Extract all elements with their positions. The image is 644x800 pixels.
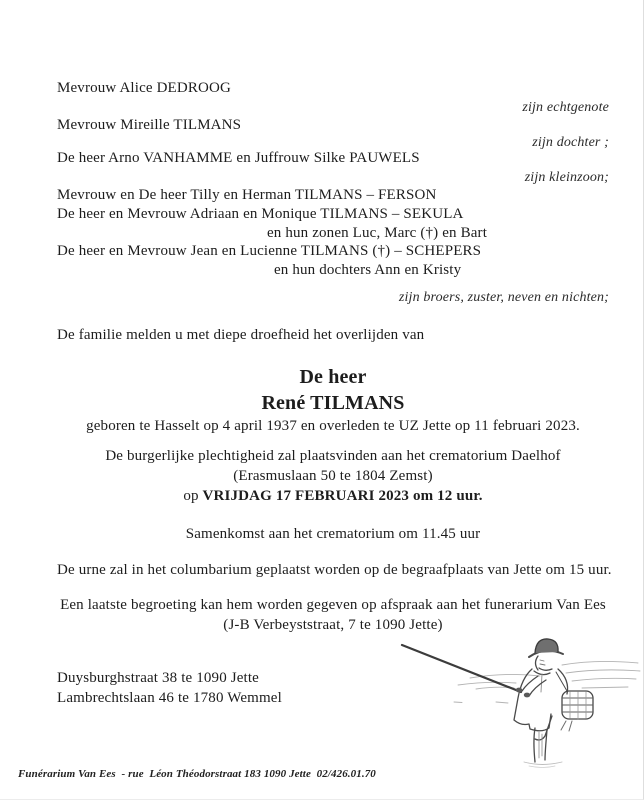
farewell-address-line: (J-B Verbeyststraat, 7 te 1090 Jette) (223, 617, 443, 633)
intro-line: De familie melden u met diepe droefheid het overlijden van (57, 327, 425, 343)
grandson-names-line: De heer Arno VANHAMME en Juffrouw Silke PAUWELS (57, 150, 420, 166)
deceased-title: De heer (299, 366, 367, 388)
ceremony-date-line (57, 488, 609, 505)
funeral-home-footer: Funérarium Van Ees - rue Léon Théodorstraat 183 1090 Jette 02/426.01.70 (18, 768, 376, 780)
ceremony-date-bold: VRIJDAG 17 FEBRUARI 2023 om 12 uur. (202, 488, 483, 504)
grandson-relation-label: zijn kleinzoon; (524, 170, 609, 185)
sibling-line-1: Mevrouw en De heer Tilly en Herman TILMANS – FERSON (57, 187, 437, 203)
siblings-relation-label: zijn broers, zuster, neven en nichten; (398, 290, 609, 305)
spouse-name-line: Mevrouw Alice DEDROOG (57, 80, 231, 96)
ceremony-line: De burgerlijke plechtigheid zal plaatsvinden aan het crematorium Daelhof (105, 448, 561, 464)
daughter-relation-label: zijn dochter ; (532, 135, 609, 150)
sibling-line-3: De heer en Mevrouw Jean en Lucienne TILMANS (†) – SCHEPERS (57, 243, 482, 259)
contact-address-2: Lambrechtslaan 46 te 1780 Wemmel (57, 690, 282, 706)
ceremony-address-line: (Erasmuslaan 50 te 1804 Zemst) (233, 468, 433, 484)
ceremony-date-prefix: op (183, 488, 203, 504)
contact-address-1: Duysburghstraat 38 te 1090 Jette (57, 670, 259, 686)
farewell-line: Een laatste begroeting kan hem worden gegeven op afspraak aan het funerarium Van Ees (60, 597, 606, 613)
gathering-line: Samenkomst aan het crematorium om 11.45 uur (185, 526, 481, 542)
sibling-children-line-1: en hun zonen Luc, Marc (†) en Bart (267, 225, 488, 241)
deceased-name: René TILMANS (261, 392, 405, 414)
sibling-line-2: De heer en Mevrouw Adriaan en Monique TILMANS – SEKULA (57, 206, 464, 222)
urn-line: De urne zal in het columbarium geplaatst worden op de begraafplaats van Jette om 15 uur. (57, 562, 612, 578)
daughter-name-line: Mevrouw Mireille TILMANS (57, 117, 242, 133)
sibling-children-line-2: en hun dochters Ann en Kristy (274, 262, 462, 278)
fisherman-illustration (396, 632, 644, 772)
spouse-relation-label: zijn echtgenote (522, 100, 609, 115)
life-dates-line: geboren te Hasselt op 4 april 1937 en overleden te UZ Jette op 11 februari 2023. (86, 418, 580, 434)
